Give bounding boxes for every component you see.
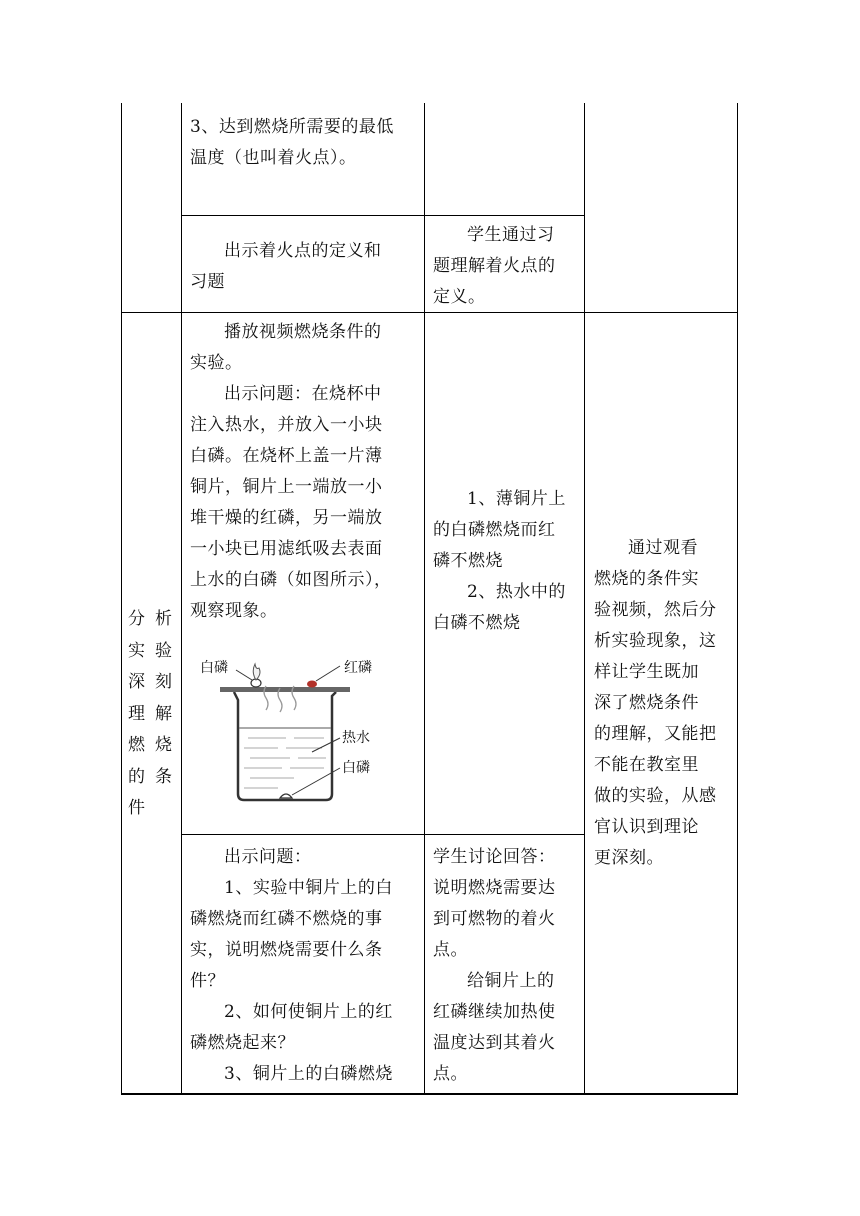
stage-line: 燃烧 (128, 735, 172, 755)
text-line: 上水的白磷（如图所示）， (190, 570, 392, 590)
row-divider-2 (121, 312, 738, 313)
text-line: 燃烧的条件实 (594, 569, 699, 589)
text-line: 磷不燃烧 (433, 551, 503, 571)
stage-line: 实验 (128, 640, 172, 661)
text-line: 学生讨论回答： (433, 847, 556, 867)
table-border-right (737, 103, 738, 1094)
stage-line: 深刻 (128, 672, 172, 692)
label-white-phosphorus-bottom: 白磷 (342, 760, 370, 776)
text-line: 铜片，铜片上一端放一小 (190, 477, 383, 497)
text-line: 更深刻。 (594, 848, 664, 868)
white-phosphorus-in-water (280, 794, 292, 798)
flame-icon (253, 664, 260, 680)
text-line: 3、达到燃烧所需要的最低 (190, 117, 394, 137)
text-line: 析实验现象，这 (594, 631, 717, 651)
row-divider-3 (181, 834, 585, 835)
text-line: 点。 (433, 940, 468, 960)
red-phosphorus (307, 681, 317, 688)
text-line: 磷燃烧而红磷不燃烧的事 (190, 909, 383, 929)
text-line: 温度达到其着火 (433, 1033, 556, 1053)
row2-teacher-cell (190, 236, 422, 298)
text-line: 件？ (190, 971, 225, 991)
row2-student-cell (433, 220, 581, 313)
text-line: 官认识到理论 (594, 817, 699, 837)
text-line: 实，说明燃烧需要什么条 (190, 940, 383, 960)
text-line: 定义。 (433, 287, 486, 307)
row3-student-cell (433, 484, 581, 639)
table-border-bottom (121, 1093, 738, 1095)
text-line: 白磷不燃烧 (433, 613, 521, 633)
row3-teacher-cell (190, 317, 422, 627)
leader-line (236, 670, 252, 680)
text-line: 红磷继续加热使 (433, 1002, 556, 1022)
text-line: 样让学生既加 (594, 662, 699, 682)
text-line: 出示问题：在烧杯中 (224, 384, 382, 404)
text-line: 习题 (190, 272, 225, 292)
text-line: 观察现象。 (190, 601, 278, 621)
beaker-experiment-figure (194, 652, 380, 806)
text-line: 的白磷燃烧而红 (433, 520, 556, 540)
text-line: 实验。 (190, 353, 243, 373)
text-line: 一小块已用滤纸吸去表面 (190, 539, 383, 559)
text-line: 的理解，又能把 (594, 724, 717, 744)
text-line: 题理解着火点的 (433, 256, 556, 276)
copper-sheet (220, 687, 350, 692)
row-divider-1 (181, 215, 585, 216)
text-line: 播放视频燃烧条件的 (224, 322, 382, 342)
text-line: 不能在教室里 (594, 755, 699, 775)
text-line: 给铜片上的 (467, 971, 555, 991)
leader-line (316, 666, 340, 681)
stage-line: 件 (128, 798, 145, 818)
text-line: 1、实验中铜片上的白 (224, 878, 393, 898)
label-white-phosphorus-top: 白磷 (200, 660, 228, 676)
label-hot-water: 热水 (342, 730, 370, 746)
row4-teacher-cell (190, 842, 422, 1090)
text-line: 磷燃烧起来？ (190, 1033, 295, 1053)
text-line: 1、薄铜片上 (467, 489, 566, 509)
text-line: 点。 (433, 1064, 468, 1084)
text-line: 温度（也叫着火点）。 (190, 148, 357, 168)
design-intent-cell (594, 533, 734, 874)
table-col-divider-3-upper (584, 103, 585, 313)
text-line: 2、如何使铜片上的红 (224, 1002, 393, 1022)
text-line: 出示问题： (224, 847, 312, 867)
text-line: 学生通过习 (467, 225, 555, 245)
text-line: 出示着火点的定义和 (224, 241, 382, 261)
text-line: 说明燃烧需要达 (433, 878, 556, 898)
table-col-divider-2 (424, 103, 425, 1094)
beaker-outline (234, 692, 336, 800)
stage-label-cell (128, 604, 172, 825)
text-line: 做的实验，从感 (594, 786, 717, 806)
text-line: 到可燃物的着火 (433, 909, 556, 929)
table-border-left (121, 103, 122, 1094)
stage-line: 理解 (128, 703, 172, 724)
text-line: 深了燃烧条件 (594, 693, 699, 713)
row1-content-cell (190, 112, 422, 174)
table-col-divider-3-lower (584, 313, 585, 1094)
text-line: 注入热水，并放入一小块 (190, 415, 383, 435)
text-line: 堆干燥的红磷，另一端放 (190, 508, 383, 528)
text-line: 通过观看 (628, 538, 698, 558)
text-line: 白磷。在烧杯上盖一片薄 (190, 446, 383, 466)
leader-line (312, 738, 340, 752)
row4-student-cell (433, 842, 581, 1090)
table-col-divider-1 (181, 103, 182, 1094)
text-line: 验视频，然后分 (594, 600, 717, 620)
label-red-phosphorus: 红磷 (344, 660, 372, 676)
text-line: 2、热水中的 (467, 582, 566, 602)
stage-line: 的条 (128, 766, 172, 787)
text-line: 3、铜片上的白磷燃烧 (224, 1064, 393, 1084)
stage-line: 分析 (128, 609, 172, 629)
